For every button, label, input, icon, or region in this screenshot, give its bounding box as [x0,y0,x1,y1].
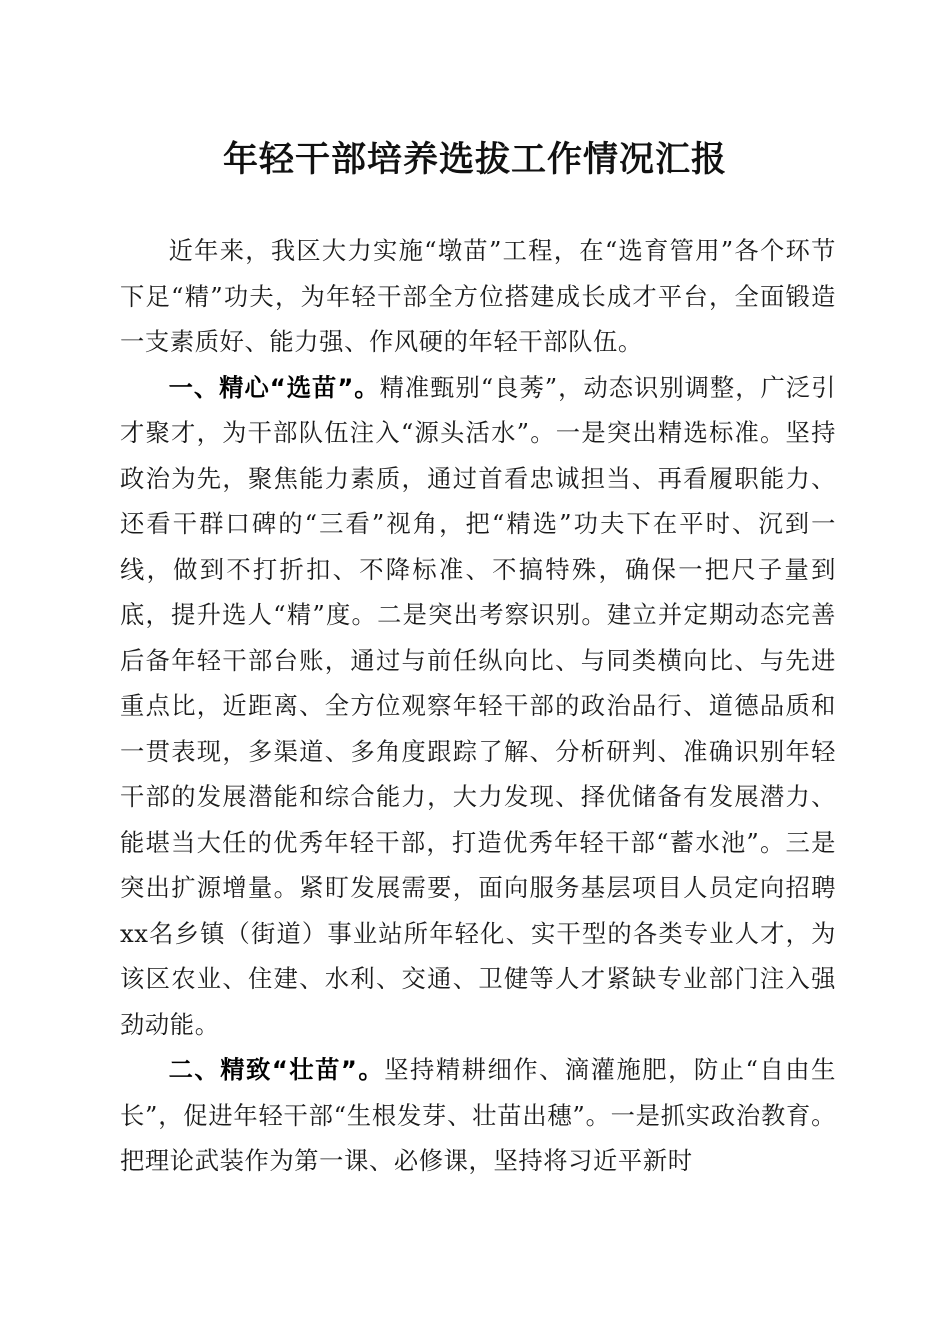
section-1-text: 精准甄别“良莠”，动态识别调整，广泛引才聚才，为干部队伍注入“源头活水”。一是突出精选标准。坚持政治为先，聚焦能力素质，通过首看忠诚担当、再看履职能力、还看干群口碑的“三看”视角，把“精选”功夫下在平时、沉到一线，做到不打折扣、不降标准、不搞特殊，确保一把尺子量到底，提升选人“精”度。二是突出考察识别。建立并定期动态完善后备年轻干部台账，通过与前任纵向比、与同类横向比、与先进重点比，近距离、全方位观察年轻干部的政治品行、道德品质和一贯表现，多渠道、多角度跟踪了解、分析研判、准确识别年轻干部的发展潜能和综合能力，大力发现、择优储备有发展潜力、能堪当大任的优秀年轻干部，打造优秀年轻干部“蓄水池”。三是突出扩源增量。紧盯发展需要，面向服务基层项目人员定向招聘xx名乡镇（街道）事业站所年轻化、实干型的各类专业人才，为该区农业、住建、水利、交通、卫健等人才紧缺专业部门注入强劲动能。 [120,372,836,1039]
document-title: 年轻干部培养选拔工作情况汇报 [222,139,727,180]
section-2-paragraph [120,1047,836,1184]
intro-paragraph: 近年来，我区大力实施“墩苗”工程，在“选育管用”各个环节下足“精”功夫，为年轻干部全方位搭建成长成才平台，全面锻造一支素质好、能力强、作风硬的年轻干部队伍。 [120,236,836,356]
document-body [120,228,836,1184]
section-1-heading: 一、精心“选苗”。 [168,372,380,402]
section-2-text: 坚持精耕细作、滴灌施肥，防止“自由生长”，促进年轻干部“生根发芽、壮苗出穗”。一是抓实政治教育。把理论武装作为第一课、必修课，坚持将习近平新时 [120,1055,836,1175]
section-2-heading: 二、精致“壮苗”。 [168,1055,385,1084]
section-1-paragraph [120,365,836,1048]
